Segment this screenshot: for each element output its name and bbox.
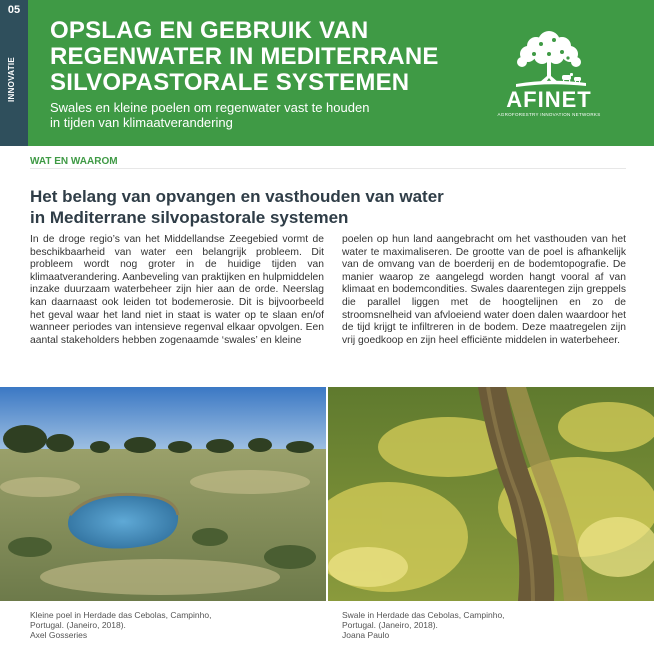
- page-subtitle-line: Swales en kleine poelen om regenwater vast te houden: [50, 100, 370, 115]
- section-label: WAT EN WAAROM: [30, 156, 118, 167]
- photo-caption-left: [30, 610, 290, 640]
- caption-line: Swale in Herdade das Cebolas, Campinho,: [342, 610, 505, 620]
- article-title: [30, 186, 630, 228]
- page-title-line: REGENWATER IN MEDITERRANE: [50, 43, 439, 70]
- photo-credit: Joana Paulo: [342, 630, 390, 640]
- article-column-left: In de droge regio’s van het Middellandse Zeegebied vormt de beschikbaarheid van water een belangrijk probleem. Dit probleem wordt nog groter in de huidige tijden van klimaatverandering. Aanbeveling van praktijken en hulpmiddelen inzake duurzaam waterbeheer zijn hier aan de orde. Neerslag kan daarnaast ook leiden tot bodemerosie. Dit is bijvoorbeeld het geval waar het land niet in staat is water op te slaan en/of wanneer periodes van intensieve regenval elkaar opvolgen. Een aantal stakeholders hebben zogenaamde ‘swales’ en kleine: [30, 234, 324, 346]
- page-subtitle: [50, 100, 450, 130]
- page-title-line: OPSLAG EN GEBRUIK VAN: [50, 17, 369, 44]
- logo-wordmark: AFINET: [506, 87, 592, 112]
- page-number: 05: [7, 4, 21, 16]
- article-title-line: Het belang van opvangen en vasthouden van water: [30, 187, 444, 206]
- header-banner: [0, 0, 654, 146]
- caption-line: Portugal. (Janeiro, 2018).: [342, 620, 438, 630]
- logo-tagline: AGROFORESTRY INNOVATION NETWORKS: [497, 112, 601, 117]
- caption-line: Portugal. (Janeiro, 2018).: [30, 620, 126, 630]
- photo-credit: Axel Gosseries: [30, 630, 88, 640]
- article-column-right: poelen op hun land aangebracht om het vasthouden van het water te maximaliseren. De grootte van de poel is afhankelijk van de omvang van de boerderij en de bodemtopografie. De manier waarop ze aangelegd worden hangt vooral af van klimaat en bodemcondities. Swales daarentegen zijn greppels die parallel liggen met de hoogtelijnen en zo de stroomsnelheid van afvloeiend water doen dalen waardoor het de tijd krijgt te infiltreren in de bodem. Deze maatregelen zijn vrij goedkoop en zijn heel efficiënte middelen in waterbeheer.: [342, 234, 626, 346]
- swale-photo: [328, 387, 654, 601]
- page-title-line: SILVOPASTORALE SYSTEMEN: [50, 69, 410, 96]
- section-sidebar: [0, 0, 28, 146]
- pond-photo: [0, 387, 326, 601]
- photo-caption-right: [342, 610, 602, 640]
- article-title-line: in Mediterrane silvopastorale systemen: [30, 208, 349, 227]
- caption-line: Kleine poel in Herdade das Cebolas, Campinho,: [30, 610, 212, 620]
- page-title: [50, 18, 490, 96]
- side-label: INNOVATIE: [7, 56, 16, 102]
- page-subtitle-line: in tijden van klimaatverandering: [50, 115, 233, 130]
- section-divider: [30, 168, 626, 169]
